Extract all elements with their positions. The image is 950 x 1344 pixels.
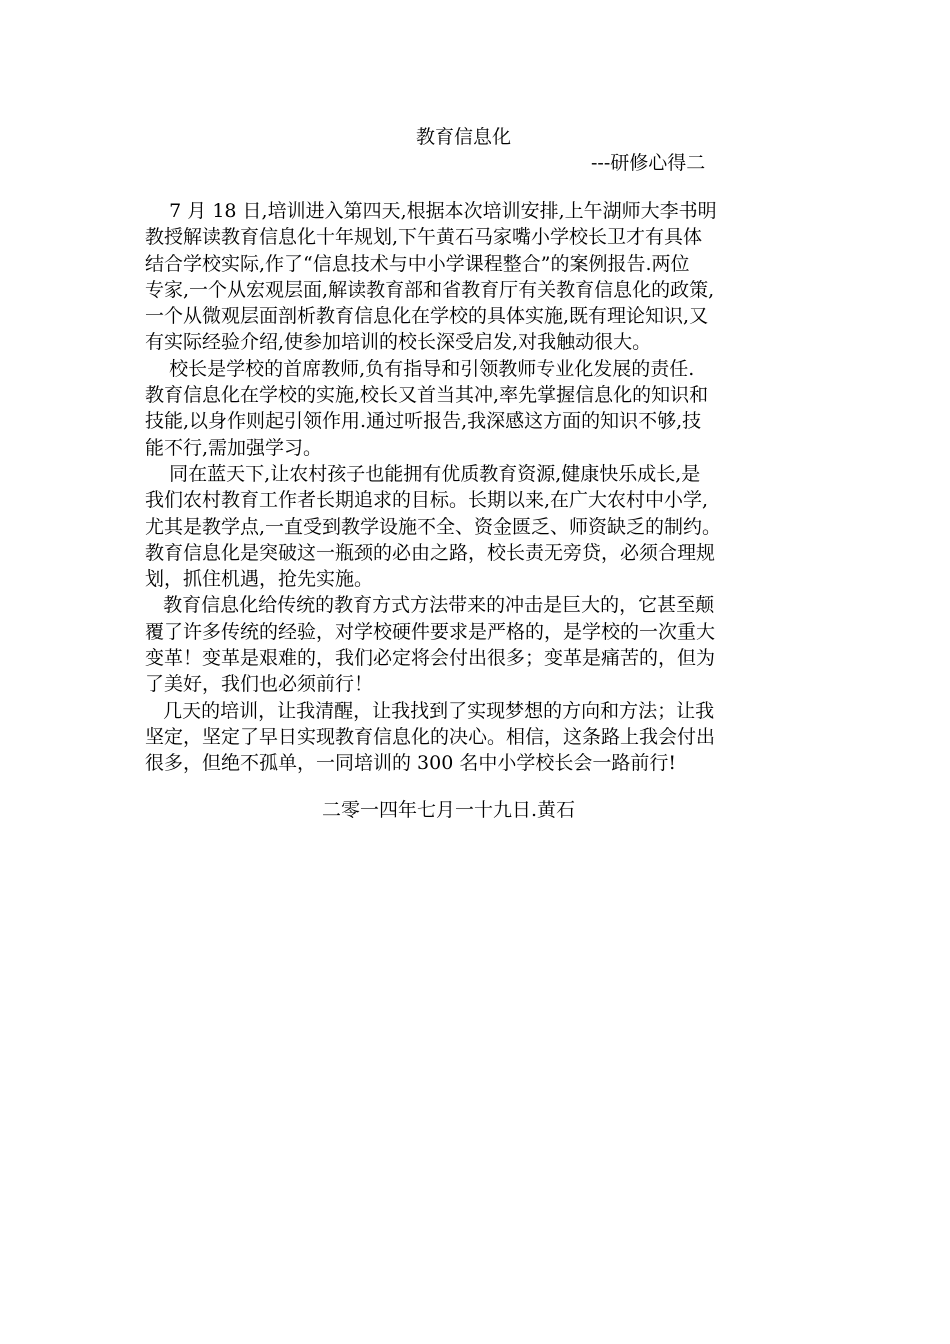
document-title: 教育信息化 <box>416 126 512 148</box>
paragraph-line: 尤其是教学点,一直受到教学设施不全、资金匮乏、师资缺乏的制约。 <box>145 515 722 538</box>
paragraph-line: 我们农村教育工作者长期追求的目标。长期以来,在广大农村中小学, <box>145 489 709 512</box>
paragraph-line: 专家,一个从宏观层面,解读教育部和省教育厅有关教育信息化的政策, <box>145 278 715 301</box>
paragraph-line: 校长是学校的首席教师,负有指导和引领教师专业化发展的责任. <box>145 357 695 380</box>
paragraph-line: 坚定，坚定了早日实现教育信息化的决心。相信，这条路上我会付出 <box>145 725 716 748</box>
paragraph-5 <box>145 698 810 777</box>
document-subtitle: ---研修心得二 <box>591 152 706 174</box>
paragraph-line: 很多，但绝不孤单，一同培训的 300 名中小学校长会一路前行! <box>145 752 676 775</box>
paragraph-line: 教育信息化给传统的教育方式方法带来的冲击是巨大的，它甚至颠 <box>145 594 715 617</box>
paragraph-1 <box>145 198 810 356</box>
paragraph-line: 变革！变革是艰难的，我们必定将会付出很多；变革是痛苦的，但为 <box>145 647 716 670</box>
paragraph-line: 7 月 18 日,培训进入第四天,根据本次培训安排,上午湖师大李书明 <box>145 200 717 222</box>
document-body <box>145 198 810 777</box>
paragraph-3 <box>145 461 810 592</box>
paragraph-line: 结合学校实际,作了“信息技术与中小学课程整合”的案例报告.两位 <box>145 252 690 275</box>
paragraph-line: 同在蓝天下,让农村孩子也能拥有优质教育资源,健康快乐成长,是 <box>145 462 701 485</box>
paragraph-line: 能不行,需加强学习。 <box>145 436 323 459</box>
paragraph-line: 教授解读教育信息化十年规划,下午黄石马家嘴小学校长卫才有具体 <box>145 226 703 249</box>
paragraph-line: 教育信息化是突破这一瓶颈的必由之路，校长责无旁贷，必须合理规 <box>145 541 716 564</box>
paragraph-line: 几天的培训，让我清醒，让我找到了实现梦想的方向和方法；让我 <box>145 699 715 722</box>
paragraph-line: 覆了许多传统的经验，对学校硬件要求是严格的，是学校的一次重大 <box>145 620 716 643</box>
paragraph-line: 教育信息化在学校的实施,校长又首当其冲,率先掌握信息化的知识和 <box>145 384 709 407</box>
paragraph-line: 一个从微观层面剖析教育信息化在学校的具体实施,既有理论知识,又 <box>145 305 709 328</box>
paragraph-2 <box>145 356 810 461</box>
signature-date: 二零一四年七月一十九日.黄石 <box>322 799 576 821</box>
paragraph-4 <box>145 592 810 697</box>
paragraph-line: 技能,以身作则起引领作用.通过听报告,我深感这方面的知识不够,技 <box>145 410 702 433</box>
paragraph-line: 有实际经验介绍,使参加培训的校长深受启发,对我触动很大。 <box>145 331 652 354</box>
paragraph-line: 划，抓住机遇，抢先实施。 <box>145 568 374 591</box>
paragraph-line: 了美好，我们也必须前行！ <box>145 673 374 696</box>
